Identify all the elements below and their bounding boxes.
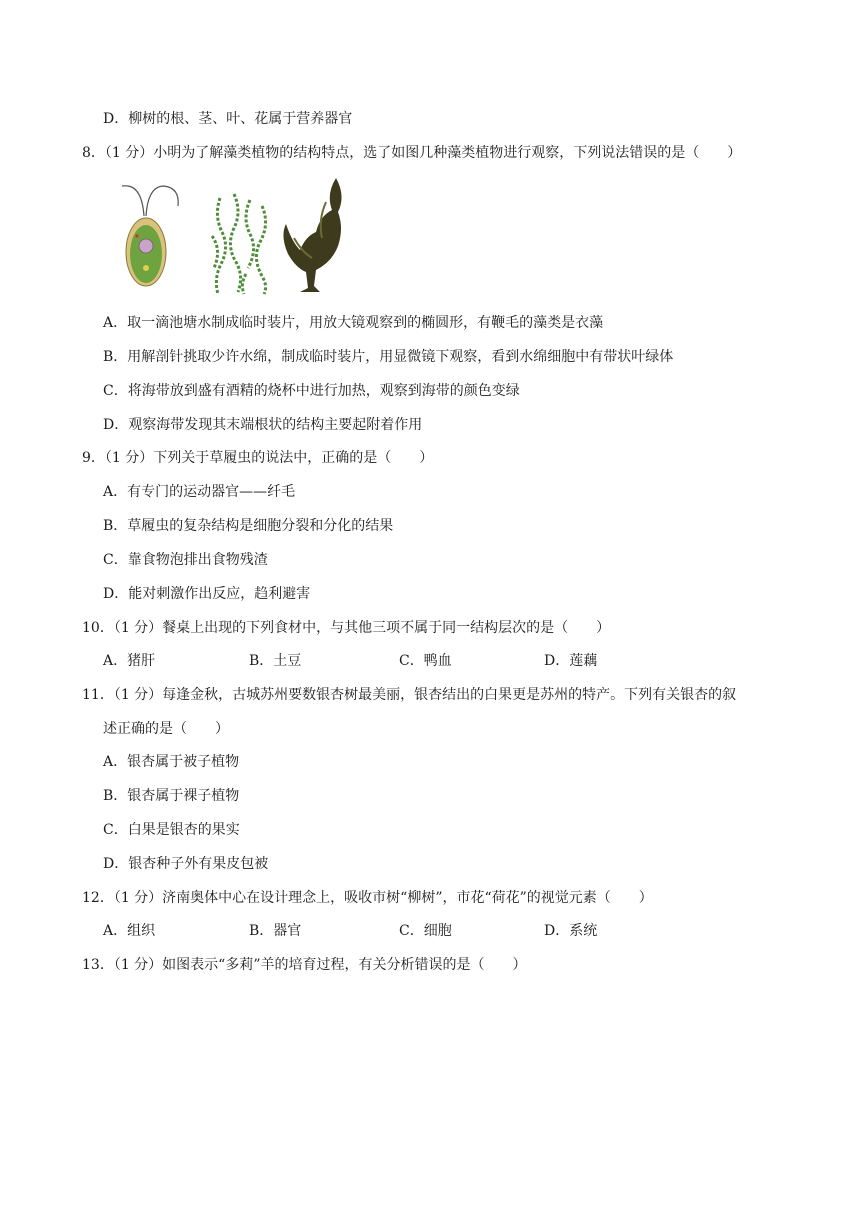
algae-figure [122, 176, 352, 298]
question-9: 9．（1 分）下列关于草履虫的说法中，正确的是（ ） [82, 450, 434, 466]
q11-option-d: D．银杏种子外有果皮包被 [103, 856, 269, 872]
q11-option-a: A．银杏属于被子植物 [103, 754, 240, 770]
q12-option-d: D．系统 [544, 923, 598, 939]
q12-option-a: A．组织 [103, 923, 156, 939]
q9-option-b: B．草履虫的复杂结构是细胞分裂和分化的结果 [103, 518, 394, 534]
question-11-continued: 述正确的是（ ） [103, 721, 229, 737]
question-10: 10．（1 分）餐桌上出现的下列食材中，与其他三项不属于同一结构层次的是（ ） [82, 620, 611, 636]
q9-option-a: A．有专门的运动器官——纤毛 [103, 484, 296, 500]
kelp-image [283, 178, 341, 292]
q7-option-d: D．柳树的根、茎、叶、花属于营养器官 [103, 111, 353, 127]
question-12: 12．（1 分）济南奥体中心在设计理念上，吸收市树“柳树”，市花“荷花”的视觉元素（ ） [82, 890, 653, 906]
q8-option-d: D．观察海带发现其末端根状的结构主要起附着作用 [103, 417, 423, 433]
q8-option-c: C．将海带放到盛有酒精的烧杯中进行加热，观察到海带的颜色变绿 [103, 383, 520, 399]
q8-option-b: B．用解剖针挑取少许水绵，制成临时装片，用显微镜下观察，看到水绵细胞中有带状叶绿体 [103, 349, 674, 365]
spirogyra-image [212, 194, 266, 294]
q10-option-c: C．鸭血 [399, 653, 452, 669]
question-8: 8．（1 分）小明为了解藻类植物的结构特点，选了如图几种藻类植物进行观察，下列说法错误的是（ ） [82, 145, 742, 161]
q8-option-a: A．取一滴池塘水制成临时装片，用放大镜观察到的椭圆形，有鞭毛的藻类是衣藻 [103, 315, 604, 331]
question-11: 11．（1 分）每逢金秋，古城苏州要数银杏树最美丽，银杏结出的白果更是苏州的特产。下列有关银杏的叙 [82, 687, 737, 703]
chlamydomonas-image [122, 186, 178, 286]
q9-option-d: D．能对刺激作出反应，趋利避害 [103, 586, 311, 602]
q10-option-b: B．土豆 [249, 653, 302, 669]
q9-option-c: C．靠食物泡排出食物残渣 [103, 552, 268, 568]
q10-option-a: A．猪肝 [103, 653, 156, 669]
q12-option-c: C．细胞 [399, 923, 452, 939]
q12-option-b: B．器官 [249, 923, 302, 939]
q11-option-b: B．银杏属于裸子植物 [103, 788, 240, 804]
q11-option-c: C．白果是银杏的果实 [103, 822, 240, 838]
q10-option-d: D．莲藕 [544, 653, 598, 669]
question-13: 13．（1 分）如图表示“多莉”羊的培育过程，有关分析错误的是（ ） [82, 957, 527, 973]
